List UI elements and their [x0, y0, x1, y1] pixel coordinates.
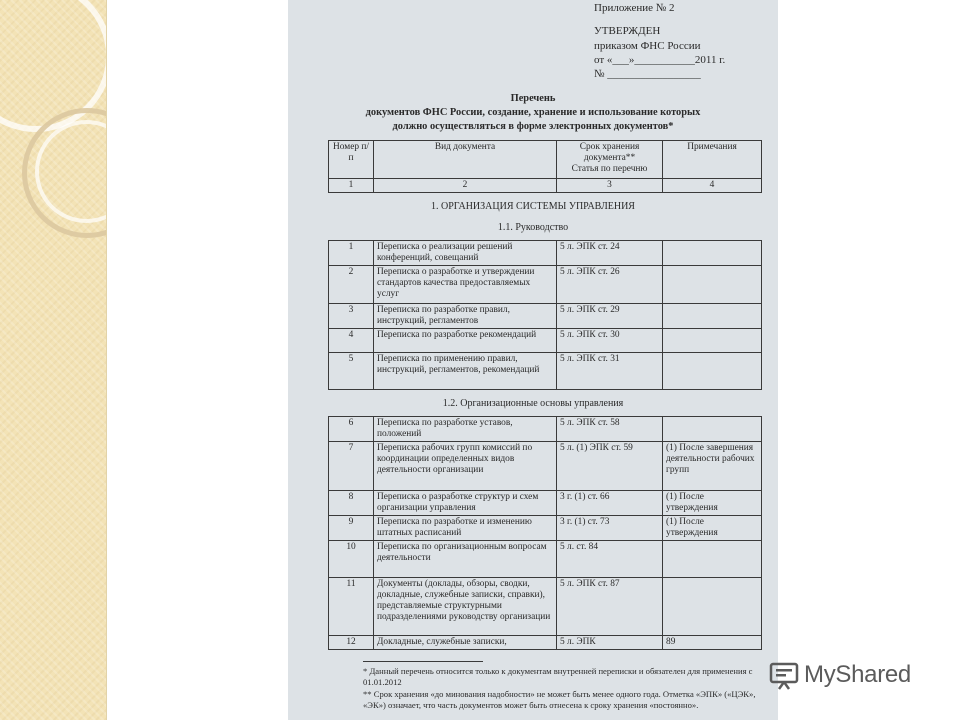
row-term: 5 л. (1) ЭПК ст. 59: [557, 442, 663, 491]
table-row: [329, 241, 762, 266]
col-number: 3: [557, 179, 663, 193]
row-term: 5 л. ЭПК ст. 24: [557, 241, 663, 266]
col-header-notes: Примечания: [663, 141, 762, 179]
row-document: Переписка о разработке и утверждении стандартов качества предоставляемых услуг: [374, 266, 557, 304]
watermark-text: MyShared: [804, 661, 911, 688]
header-table: [328, 140, 762, 193]
row-number: 5: [329, 353, 374, 390]
doc-title: Перечень: [510, 93, 556, 104]
row-number: 1: [329, 241, 374, 266]
table-row: [329, 353, 762, 390]
row-document: Докладные, служебные записки,: [374, 636, 557, 650]
col-header-term-line: документа**: [583, 153, 636, 163]
doc-title-line: документов ФНС России, создание, хранение и использование которых: [365, 107, 701, 118]
row-term: 3 г. (1) ст. 66: [557, 491, 663, 516]
row-note: [663, 241, 762, 266]
subsection-title: 1.1. Руководство: [497, 222, 569, 233]
table-section-1-1: [328, 240, 762, 390]
row-number: 11: [329, 578, 374, 636]
row-term: 5 л. ЭПК: [557, 636, 663, 650]
row-number: 7: [329, 442, 374, 491]
order-date: от «___»___________2011 г.: [594, 54, 726, 66]
table-row: [329, 491, 762, 516]
row-number: 12: [329, 636, 374, 650]
order-label: приказом ФНС России: [594, 40, 701, 52]
col-header-term-line: Срок хранения: [579, 142, 640, 152]
row-term: 5 л. ст. 84: [557, 541, 663, 578]
presentation-board-icon: [768, 659, 800, 691]
row-document: Переписка по организационным вопросам деятельности: [374, 541, 557, 578]
row-term: 5 л. ЭПК ст. 58: [557, 417, 663, 442]
row-note: [663, 353, 762, 390]
row-note: [663, 541, 762, 578]
row-document: Переписка по разработке и изменению штатных расписаний: [374, 516, 557, 541]
table-row: [329, 442, 762, 491]
row-note: (1) После завершения деятельности рабочих групп: [663, 442, 762, 491]
row-term: 3 г. (1) ст. 73: [557, 516, 663, 541]
row-note: [663, 578, 762, 636]
row-number: 6: [329, 417, 374, 442]
row-note: [663, 304, 762, 329]
table-row: [329, 329, 762, 353]
row-note: [663, 266, 762, 304]
row-number: 9: [329, 516, 374, 541]
row-number: 2: [329, 266, 374, 304]
row-number: 8: [329, 491, 374, 516]
col-header-term-line: Статья по перечню: [571, 164, 648, 174]
section-title: 1. ОРГАНИЗАЦИЯ СИСТЕМЫ УПРАВЛЕНИЯ: [431, 201, 635, 212]
order-number: № _________________: [594, 68, 701, 80]
subsection-title: 1.2. Организационные основы управления: [442, 398, 624, 409]
row-document: Переписка по разработке уставов, положений: [374, 417, 557, 442]
row-term: 5 л. ЭПК ст. 26: [557, 266, 663, 304]
appendix-label: Приложение № 2: [594, 2, 675, 14]
row-note: [663, 329, 762, 353]
table-row: [329, 516, 762, 541]
row-document: Переписка о реализации решений конференций, совещаний: [374, 241, 557, 266]
row-document: Переписка по разработке рекомендаций: [374, 329, 557, 353]
row-number: 4: [329, 329, 374, 353]
row-document: Документы (доклады, обзоры, сводки, докладные, служебные записки, справки), представляемые структурными подразделениями руководству организации: [374, 578, 557, 636]
row-term: 5 л. ЭПК ст. 30: [557, 329, 663, 353]
slide-decoration: [0, 0, 107, 720]
col-number: 1: [329, 179, 374, 193]
row-note: (1) После утверждения: [663, 516, 762, 541]
document-sheet: [288, 0, 778, 720]
footnote-1: * Данный перечень относится только к документам внутренней переписки и обязателен для применения с 01.01.2012: [363, 666, 753, 687]
watermark: [768, 655, 911, 695]
row-note: [663, 417, 762, 442]
table-row: [329, 304, 762, 329]
col-number: 4: [663, 179, 762, 193]
table-section-1-2: [328, 416, 762, 650]
footnote-divider: [363, 661, 483, 662]
col-header-number: Номер п/п: [329, 141, 374, 179]
row-note: 89: [663, 636, 762, 650]
table-row: [329, 417, 762, 442]
row-document: Переписка рабочих групп комиссий по координации определенных видов деятельности организации: [374, 442, 557, 491]
table-row: [329, 541, 762, 578]
row-term: 5 л. ЭПК ст. 87: [557, 578, 663, 636]
doc-title-line: должно осуществляться в форме электронных документов*: [392, 121, 674, 132]
row-document: Переписка о разработке структур и схем организации управления: [374, 491, 557, 516]
col-header-term: [557, 141, 663, 179]
approved-label: УТВЕРЖДЕН: [594, 25, 661, 37]
row-note: (1) После утверждения: [663, 491, 762, 516]
row-term: 5 л. ЭПК ст. 29: [557, 304, 663, 329]
row-document: Переписка по применению правил, инструкций, регламентов, рекомендаций: [374, 353, 557, 390]
table-row: [329, 578, 762, 636]
footnote-2: ** Срок хранения «до минования надобности» не может быть менее одного года. Отметка «ЭПК» («ЦЭК», «ЭК») означает, что часть документов может быть отнесена к сроку хранения «постоянно».: [363, 689, 756, 710]
table-row: [329, 266, 762, 304]
row-number: 10: [329, 541, 374, 578]
row-number: 3: [329, 304, 374, 329]
col-number: 2: [374, 179, 557, 193]
table-row: [329, 636, 762, 650]
col-header-doc: Вид документа: [374, 141, 557, 179]
row-document: Переписка по разработке правил, инструкций, регламентов: [374, 304, 557, 329]
row-term: 5 л. ЭПК ст. 31: [557, 353, 663, 390]
